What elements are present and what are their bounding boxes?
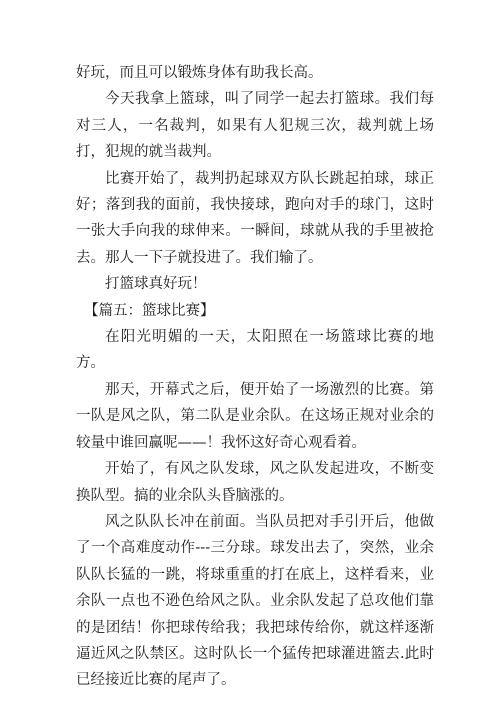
paragraph-2: 今天我拿上篮球，叫了同学一起去打篮球。我们每对三人，一名裁判，如果有人犯规三次，裁判就上场打，犯规的就当裁判。	[76, 91, 434, 161]
paragraph-4: 打篮球真好玩！	[105, 276, 207, 293]
section-heading: 【篇五：篮球比赛】	[83, 302, 215, 319]
paragraph-3: 比赛开始了，裁判扔起球双方队长跳起拍球，球正好；落到我的面前，我快接球，跑向对手的球门，这时一张大手向我的球伸来。一瞬间，球就从我的手里被抢去。那人一下子就投进了。我们输了。	[76, 170, 434, 266]
paragraph-8: 风之队队长冲在前面。当队员把对手引开后，他做了一个高难度动作---三分球。球发出去了，突然，业余队队长猛的一跳，将球重重的打在底上，这样看来，业余队一点也不逊色给风之队。业余队发起了总攻他们靠的是团结！你把球传给我；我把球传给你，就这样逐渐逼近风之队禁区。这时队长一个猛传把球灌进篮去.此时已经接近比赛的尾声了。	[76, 513, 434, 689]
paragraph-5: 在阳光明媚的一天，太阳照在一场篮球比赛的地方。	[76, 329, 434, 372]
paragraph-6: 那天，开幕式之后，便开始了一场激烈的比赛。第一队是风之队，第二队是业余队。在这场正规对业余的较量中谁回赢呢——！我怀这好奇心观看着。	[76, 381, 434, 451]
paragraph-7: 开始了，有风之队发球，风之队发起进攻，不断变换队型。搞的业余队头昏脑涨的。	[76, 461, 434, 504]
paragraph-1: 好玩，而且可以锻炼身体有助我长高。	[76, 65, 323, 81]
